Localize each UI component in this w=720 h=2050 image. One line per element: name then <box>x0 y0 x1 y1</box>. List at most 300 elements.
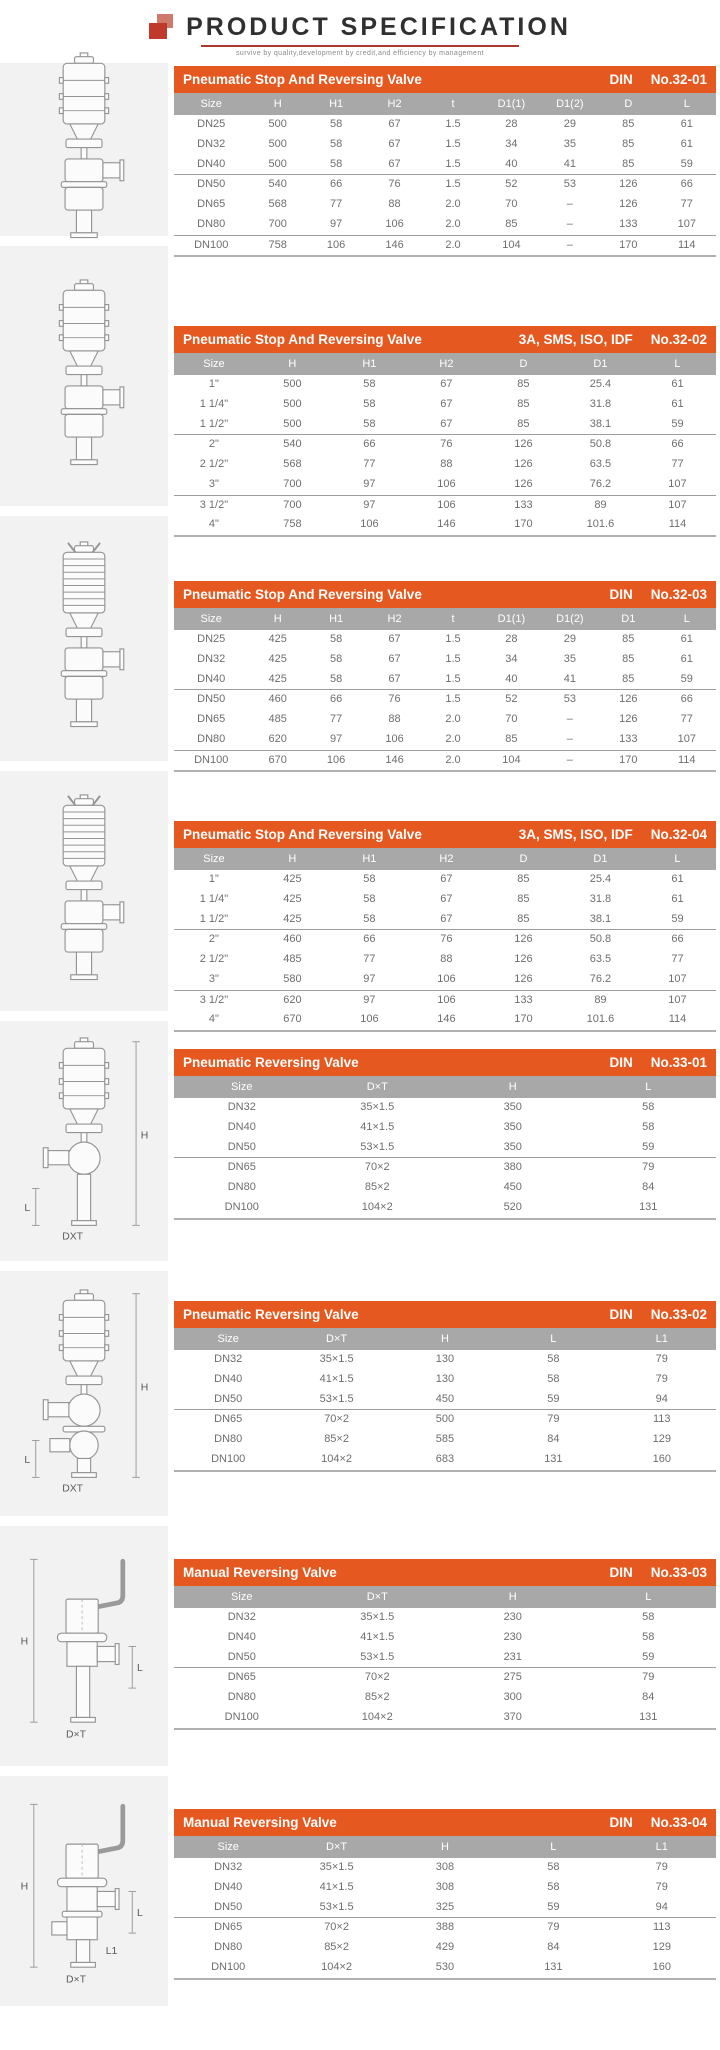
table-cell: 61 <box>671 397 684 410</box>
table-cell: DN65 <box>227 1671 256 1684</box>
table-cell: DN40 <box>174 155 248 175</box>
column-header: D×T <box>310 1586 446 1608</box>
table-cell: 79 <box>547 1921 560 1934</box>
table-row <box>174 690 716 710</box>
table-cell: 540 <box>283 438 302 451</box>
table-cell: DN80 <box>174 215 248 235</box>
valve-drawing-panel <box>0 516 168 761</box>
svg-text:DXT: DXT <box>62 1231 84 1243</box>
table-cell: 89 <box>594 498 607 511</box>
table-cell: 520 <box>445 1198 581 1219</box>
column-header: Size <box>174 1328 282 1350</box>
table-cell: 66 <box>363 438 376 451</box>
section-32-01 <box>0 63 720 251</box>
table-cell: DN65 <box>227 1161 256 1174</box>
table-cell: 84 <box>642 1181 655 1193</box>
table-cell: 425 <box>268 652 287 665</box>
table-cell: 540 <box>268 178 287 191</box>
table-cell: 500 <box>283 397 302 410</box>
table-cell: 580 <box>254 970 331 990</box>
column-header: L <box>581 1076 717 1098</box>
table-cell: 97 <box>307 215 365 235</box>
column-header: Size <box>174 1586 310 1608</box>
table-cell: 89 <box>594 993 607 1006</box>
table-cell: 133 <box>514 498 533 511</box>
table-cell: 88 <box>440 458 453 470</box>
table-cell: 76 <box>388 178 401 191</box>
table-title-bar <box>174 821 716 848</box>
table-cell: 52 <box>505 693 518 706</box>
column-header: D <box>485 353 562 375</box>
column-header: D1 <box>562 848 639 870</box>
table-row <box>174 475 716 495</box>
table-cell: 2.0 <box>424 235 482 256</box>
table-title: Pneumatic Reversing Valve <box>183 1055 359 1070</box>
column-header: Size <box>174 93 248 115</box>
table-cell: 4" <box>174 515 254 536</box>
table-row <box>174 730 716 750</box>
column-header: L <box>581 1586 717 1608</box>
table-cell: 35 <box>563 652 576 665</box>
table-cell: 63.5 <box>589 953 612 965</box>
svg-text:L: L <box>137 1662 143 1674</box>
standard-code: No.33-02 <box>650 1307 707 1322</box>
table-cell: 85 <box>622 633 635 645</box>
table-cell: 2.0 <box>445 198 461 210</box>
table-cell: 79 <box>642 1161 655 1174</box>
table-cell: 146 <box>408 515 485 536</box>
table-cell: 160 <box>608 1958 716 1979</box>
table-cell: 133 <box>514 993 533 1006</box>
table-cell: DN80 <box>214 1941 243 1953</box>
table-cell: 1 1/2" <box>174 910 254 930</box>
table-title: Pneumatic Stop And Reversing Valve <box>183 332 422 347</box>
table-cell: 350 <box>445 1138 581 1158</box>
table-cell: 85×2 <box>324 1941 349 1953</box>
table-row <box>174 1648 716 1668</box>
table-cell: 425 <box>268 633 287 645</box>
table-cell: DN40 <box>227 1630 256 1643</box>
table-cell: 130 <box>435 1372 455 1385</box>
column-header: H2 <box>408 353 485 375</box>
column-header: L <box>658 608 716 630</box>
standard-label: DIN <box>609 587 633 602</box>
spec-table <box>174 353 716 537</box>
table-cell: 58 <box>547 1353 560 1365</box>
table-cell: 2" <box>208 438 219 451</box>
table-cell: DN50 <box>174 1390 282 1410</box>
table-cell: DN50 <box>174 1648 310 1668</box>
table-cell: 77 <box>680 198 693 210</box>
table-row <box>174 1138 716 1158</box>
svg-text:H: H <box>140 1130 149 1142</box>
table-cell: 66 <box>680 693 693 706</box>
table-cell: 59 <box>499 1898 607 1918</box>
table-cell: 41×1.5 <box>319 1372 354 1385</box>
table-cell: 85×2 <box>364 1181 390 1193</box>
table-cell: 107 <box>658 215 716 235</box>
table-cell: 230 <box>503 1611 522 1623</box>
table-cell: 52 <box>505 178 518 191</box>
table-title-bar <box>174 581 716 608</box>
table-row <box>174 1688 716 1708</box>
standard-label: DIN <box>609 1055 633 1070</box>
table-cell: 1.5 <box>445 693 461 706</box>
table-cell: 429 <box>435 1941 455 1953</box>
table-cell: 53×1.5 <box>282 1898 390 1918</box>
column-header: H2 <box>365 608 423 630</box>
table-cell: – <box>541 750 599 771</box>
table-cell: 106 <box>307 750 365 771</box>
table-cell: 146 <box>365 750 423 771</box>
table-row <box>174 1958 716 1979</box>
table-cell: 53 <box>563 693 576 706</box>
table-row <box>174 910 716 930</box>
table-row <box>174 175 716 195</box>
spec-table <box>174 1836 716 1980</box>
column-header: t <box>424 93 482 115</box>
table-cell: 77 <box>363 953 376 965</box>
table-cell: DN80 <box>227 1691 256 1703</box>
table-cell: 67 <box>440 378 453 390</box>
table-cell: 34 <box>505 137 518 150</box>
table-cell: 63.5 <box>589 458 612 470</box>
table-row <box>174 710 716 730</box>
table-cell: 585 <box>435 1433 455 1445</box>
table-cell: 67 <box>440 397 453 410</box>
table-title-bar <box>174 66 716 93</box>
table-cell: 113 <box>653 1921 671 1934</box>
table-row <box>174 870 716 890</box>
column-header: H <box>445 1586 581 1608</box>
svg-text:L: L <box>24 1203 31 1215</box>
table-cell: 758 <box>248 235 306 256</box>
table-cell: 41×1.5 <box>360 1630 395 1643</box>
table-cell: 41×1.5 <box>319 1880 354 1893</box>
column-header: H <box>248 93 306 115</box>
table-cell: 79 <box>547 1413 560 1426</box>
table-cell: 58 <box>329 118 343 130</box>
table-cell: 160 <box>608 1450 716 1471</box>
table-row <box>174 455 716 475</box>
table-cell: 106 <box>365 215 423 235</box>
spec-table <box>174 848 716 1032</box>
table-cell: DN32 <box>214 1861 243 1873</box>
column-header: L1 <box>608 1836 716 1858</box>
table-cell: 460 <box>283 933 302 946</box>
table-cell: 425 <box>254 910 331 930</box>
header-row <box>174 93 716 115</box>
table-cell: 85×2 <box>324 1433 349 1445</box>
column-header: Size <box>174 1076 310 1098</box>
table-cell: 61 <box>671 378 684 390</box>
table-row <box>174 750 716 771</box>
table-cell: 1" <box>208 378 219 390</box>
section-33-04 <box>0 1776 720 2006</box>
table-cell: DN50 <box>174 1138 310 1158</box>
table-row <box>174 1858 716 1878</box>
table-cell: DN100 <box>174 1708 310 1729</box>
table-cell: 450 <box>391 1390 499 1410</box>
table-cell: DN40 <box>227 1120 256 1133</box>
table-cell: DN40 <box>214 1372 243 1385</box>
table-cell: 104×2 <box>282 1450 390 1471</box>
table-row <box>174 1410 716 1430</box>
standard-label: 3A, SMS, ISO, IDF <box>518 332 633 347</box>
table-cell: 85 <box>517 892 530 905</box>
table-cell: 25.4 <box>589 873 612 885</box>
table-cell: 40 <box>482 670 540 690</box>
column-header: D1 <box>562 353 639 375</box>
table-cell: 97 <box>307 730 365 750</box>
table-cell: 70×2 <box>364 1671 390 1684</box>
table-cell: 1.5 <box>424 155 482 175</box>
table-cell: 77 <box>680 713 693 725</box>
table-title: Pneumatic Reversing Valve <box>183 1307 359 1322</box>
standard-label: DIN <box>609 1565 633 1580</box>
table-row <box>174 950 716 970</box>
table-cell: 2" <box>208 933 219 946</box>
table-cell: 1.5 <box>445 178 461 191</box>
table-row <box>174 435 716 455</box>
table-cell: 85 <box>485 415 562 435</box>
svg-text:H: H <box>140 1382 149 1394</box>
table-cell: 114 <box>639 515 716 536</box>
table-cell: 29 <box>563 118 576 130</box>
table-cell: 670 <box>254 1010 331 1031</box>
table-cell: 231 <box>445 1648 581 1668</box>
table-cell: 131 <box>581 1708 717 1729</box>
table-cell: 500 <box>435 1413 455 1426</box>
table-cell: 126 <box>514 953 533 965</box>
table-cell: 1 1/4" <box>199 892 229 905</box>
column-header: H1 <box>331 353 408 375</box>
table-cell: 500 <box>268 137 287 150</box>
column-header: L <box>639 848 716 870</box>
table-row <box>174 215 716 235</box>
column-header: H <box>254 353 331 375</box>
table-cell: 58 <box>547 1880 560 1893</box>
table-row <box>174 1430 716 1450</box>
table-cell: 106 <box>408 970 485 990</box>
table-cell: 146 <box>365 235 423 256</box>
svg-text:L: L <box>24 1455 31 1467</box>
table-cell: 126 <box>619 713 638 725</box>
standard-code: No.33-03 <box>650 1565 707 1580</box>
table-cell: 126 <box>485 970 562 990</box>
table-cell: 58 <box>331 910 408 930</box>
table-cell: 620 <box>283 993 302 1006</box>
section-32-02 <box>0 246 720 531</box>
table-cell: 106 <box>408 475 485 495</box>
table-cell: 25.4 <box>589 378 612 390</box>
column-header: t <box>424 608 482 630</box>
section-32-04 <box>0 771 720 1026</box>
table-cell: 35×1.5 <box>360 1101 395 1113</box>
table-cell: 620 <box>248 730 306 750</box>
table-cell: 450 <box>503 1181 522 1193</box>
table-row <box>174 155 716 175</box>
table-cell: 1.5 <box>445 137 461 150</box>
table-cell: 85 <box>517 873 530 885</box>
table-cell: 84 <box>547 1433 560 1445</box>
table-cell: 67 <box>388 652 401 665</box>
table-cell: 66 <box>671 933 684 946</box>
table-cell: 460 <box>268 693 287 706</box>
table-cell: 700 <box>283 498 302 511</box>
column-header: L <box>499 1836 607 1858</box>
table-cell: DN32 <box>227 1101 256 1113</box>
table-cell: 85 <box>599 670 657 690</box>
table-cell: 2.0 <box>424 215 482 235</box>
table-cell: 53 <box>563 178 576 191</box>
column-header: Size <box>174 353 254 375</box>
spec-table <box>174 93 716 257</box>
table-cell: 133 <box>599 730 657 750</box>
table-cell: 85 <box>622 652 635 665</box>
table-cell: 28 <box>505 633 518 645</box>
table-cell: 76 <box>388 693 401 706</box>
table-cell: 104 <box>482 750 540 771</box>
table-cell: 500 <box>268 118 287 130</box>
table-cell: 58 <box>307 670 365 690</box>
table-cell: 59 <box>581 1648 717 1668</box>
valve-drawing-panel <box>0 771 168 1011</box>
page-title: PRODUCT SPECIFICATION <box>186 13 571 41</box>
table-cell: DN80 <box>214 1433 243 1445</box>
table-cell: 114 <box>658 235 716 256</box>
table-cell: 79 <box>655 1880 668 1893</box>
table-cell: 170 <box>599 750 657 771</box>
table-row <box>174 930 716 950</box>
table-cell: 34 <box>505 652 518 665</box>
table-cell: 101.6 <box>562 1010 639 1031</box>
table-cell: 131 <box>581 1198 717 1219</box>
table-cell: 700 <box>254 475 331 495</box>
table-cell: 758 <box>254 515 331 536</box>
table-cell: 1" <box>208 873 219 885</box>
table-cell: 67 <box>365 670 423 690</box>
table-row <box>174 1898 716 1918</box>
table-cell: 88 <box>388 713 401 725</box>
table-cell: 106 <box>307 235 365 256</box>
table-cell: 67 <box>408 415 485 435</box>
table-title-bar <box>174 1301 716 1328</box>
valve-drawing <box>13 52 155 246</box>
table-cell: 70×2 <box>364 1161 390 1174</box>
column-header: D <box>485 848 562 870</box>
valve-drawing <box>13 794 155 988</box>
table-cell: 126 <box>619 198 638 210</box>
table-cell: 106 <box>437 993 456 1006</box>
table-cell: 58 <box>363 873 376 885</box>
table-cell: 67 <box>365 155 423 175</box>
valve-drawing-panel <box>0 1776 168 2006</box>
table-cell: DN50 <box>197 693 226 706</box>
table-cell: 59 <box>639 910 716 930</box>
valve-drawing <box>13 1548 155 1745</box>
table-cell: 70 <box>505 713 518 725</box>
table-cell: 3 1/2" <box>199 498 229 511</box>
table-cell: DN80 <box>174 730 248 750</box>
table-cell: DN100 <box>174 235 248 256</box>
table-row <box>174 1708 716 1729</box>
table-cell: 113 <box>653 1413 671 1426</box>
table-title: Manual Reversing Valve <box>183 1565 337 1580</box>
table-row <box>174 1178 716 1198</box>
table-cell: 106 <box>365 730 423 750</box>
table-cell: 350 <box>503 1120 522 1133</box>
spec-table <box>174 1586 716 1730</box>
table-cell: 500 <box>248 155 306 175</box>
table-row <box>174 1918 716 1938</box>
table-cell: 79 <box>655 1861 668 1873</box>
table-cell: 88 <box>440 953 453 965</box>
table-row <box>174 1370 716 1390</box>
table-cell: DN25 <box>197 633 226 645</box>
table-cell: 131 <box>499 1450 607 1471</box>
table-cell: 106 <box>331 515 408 536</box>
table-cell: 58 <box>363 397 376 410</box>
table-cell: 388 <box>435 1921 455 1934</box>
table-cell: DN65 <box>214 1413 243 1426</box>
table-title: Pneumatic Stop And Reversing Valve <box>183 72 422 87</box>
table-cell: 66 <box>671 438 684 451</box>
table-cell: 84 <box>642 1691 655 1703</box>
svg-text:L: L <box>137 1907 143 1919</box>
table-cell: DN40 <box>174 670 248 690</box>
table-cell: 85 <box>622 137 635 150</box>
column-header: L1 <box>608 1328 716 1350</box>
table-cell: 126 <box>514 438 533 451</box>
table-cell: DN32 <box>197 137 226 150</box>
table-cell: 76 <box>440 438 453 451</box>
table-cell: 58 <box>642 1101 655 1113</box>
table-cell: 130 <box>435 1353 455 1365</box>
table-cell: 129 <box>652 1433 671 1445</box>
header-row <box>174 608 716 630</box>
table-cell: 126 <box>619 178 638 191</box>
tagline: survive by quality,development by credit,and efficiency by management <box>236 50 484 57</box>
column-header: H1 <box>307 93 365 115</box>
table-cell: 70×2 <box>324 1413 349 1426</box>
valve-drawing-panel <box>0 1526 168 1766</box>
table-cell: 500 <box>254 415 331 435</box>
spec-table <box>174 608 716 772</box>
table-row <box>174 630 716 650</box>
standard-code: No.33-04 <box>650 1815 707 1830</box>
table-cell: 85 <box>517 378 530 390</box>
table-cell: DN32 <box>227 1611 256 1623</box>
valve-drawing <box>13 1289 155 1497</box>
table-cell: 53×1.5 <box>282 1390 390 1410</box>
table-cell: 41 <box>541 670 599 690</box>
table-title: Pneumatic Stop And Reversing Valve <box>183 587 422 602</box>
table-cell: 126 <box>485 475 562 495</box>
column-header: Size <box>174 1836 282 1858</box>
table-cell: 67 <box>388 118 401 130</box>
table-cell: 97 <box>363 498 376 511</box>
standard-code: No.32-01 <box>650 72 707 87</box>
table-cell: 131 <box>499 1958 607 1979</box>
table-cell: 170 <box>485 515 562 536</box>
column-header: H2 <box>408 848 485 870</box>
table-cell: 66 <box>329 693 343 706</box>
standard-label: DIN <box>609 1307 633 1322</box>
table-cell: DN50 <box>197 178 226 191</box>
table-title-bar <box>174 1559 716 1586</box>
table-row <box>174 395 716 415</box>
